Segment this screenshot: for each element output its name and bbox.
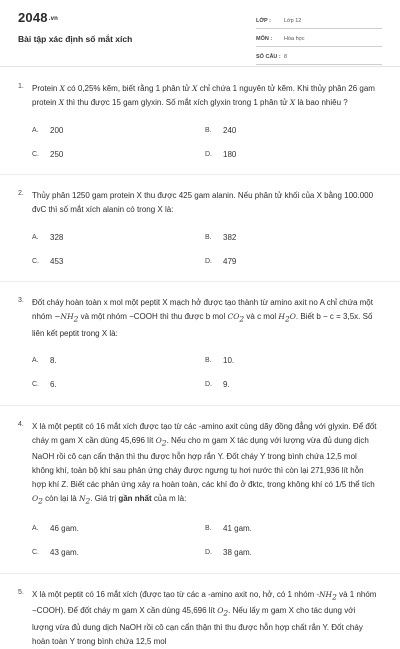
question-text: Thủy phân 1250 gam protein X thu được 425 gam alanin. Nếu phân tử khối của X bằng 100.000 đvC thì số mắt xích alanin có trong X là: bbox=[32, 191, 374, 214]
answer-option-b[interactable]: B. 10. bbox=[205, 356, 235, 366]
answer-option-b[interactable]: B. 240 bbox=[205, 125, 237, 135]
answer-option-d[interactable]: D. 38 gam. bbox=[205, 548, 252, 558]
answer-options bbox=[32, 217, 382, 281]
answer-option-a[interactable]: A. 328 bbox=[32, 232, 64, 242]
question-5 bbox=[0, 574, 400, 649]
question-1 bbox=[0, 68, 400, 175]
question-text: Đốt cháy hoàn toàn x mol một peptit X mạch hở được tạo thành từ amino axit no A chỉ chứa một nhóm $-NH_2$ và một nhóm −COOH thì thu được b mol $CO_2$ và c mol $H_2O$. Biết b − c = 3,5x. Số liên kết peptit trong X là: bbox=[32, 298, 373, 338]
site-logo[interactable]: 2048.vn bbox=[18, 10, 59, 25]
answer-option-b[interactable]: B. 382 bbox=[205, 232, 237, 242]
meta-key: SỐ CÂU : bbox=[256, 54, 281, 60]
meta-key: LỚP : bbox=[256, 18, 271, 24]
answer-options bbox=[32, 509, 382, 573]
meta-value: Lớp 12 bbox=[284, 18, 302, 24]
answer-option-d[interactable]: D. 9. bbox=[205, 380, 230, 390]
answer-options bbox=[32, 110, 382, 174]
meta-subject-row bbox=[256, 32, 382, 47]
answer-option-c[interactable]: C. 6. bbox=[32, 380, 57, 390]
answer-option-d[interactable]: D. 479 bbox=[205, 256, 237, 266]
question-list bbox=[0, 68, 400, 649]
answer-option-b[interactable]: B. 41 gam. bbox=[205, 524, 252, 534]
document-meta bbox=[256, 14, 382, 68]
document-title: Bài tập xác định số mắt xích bbox=[18, 34, 133, 44]
answer-option-a[interactable]: A. 46 gam. bbox=[32, 524, 79, 534]
question-number: 4. bbox=[18, 420, 24, 428]
answer-option-c[interactable]: C. 453 bbox=[32, 256, 64, 266]
answer-option-c[interactable]: C. 43 gam. bbox=[32, 548, 79, 558]
question-number: 1. bbox=[18, 83, 24, 90]
question-text: X là một peptit có 16 mắt xích được tạo từ các -amino axit cùng dãy đồng đẳng với glyxin. Để đốt cháy m gam X cần dùng 45,696 lít $O_2$. Nếu cho m gam X tác dụng với lượng vừa đủ dung dịch NaOH rồi cô cạn cẩn thận thì thu được hỗn hợp rắn Y. Đốt cháy Y trong bình chứa 12,5 mol không khí, toàn bộ khí sau phản ứng cháy được ngưng tụ hơi nước thì còn lại 271,936 lít hỗn hợp khí Z. Biết các phản ứng xảy ra hoàn toàn, các khí đo ở đktc, trong không khí có 1/5 thể tích $O_2$ còn lại là $N_2$. Giá trị gần nhất của m là: bbox=[32, 421, 377, 506]
worksheet-header bbox=[0, 0, 400, 66]
question-number: 2. bbox=[18, 190, 24, 197]
meta-count-row bbox=[256, 50, 382, 65]
answer-option-a[interactable]: A. 200 bbox=[32, 125, 64, 135]
question-number: 5. bbox=[18, 588, 24, 596]
answer-option-c[interactable]: C. 250 bbox=[32, 149, 64, 159]
meta-class-row bbox=[256, 14, 382, 29]
answer-option-a[interactable]: A. 8. bbox=[32, 356, 57, 366]
meta-key: MÔN : bbox=[256, 36, 273, 42]
question-text: Protein X có 0,25% kẽm, biết rằng 1 phân tử X chỉ chứa 1 nguyên tử kẽm. Khi thủy phân 26 gam protein X thì thu được 15 gam glyxin. Số mắt xích glyxin trong 1 phân tử X là bao nhiêu ? bbox=[32, 84, 375, 107]
question-4 bbox=[0, 406, 400, 574]
question-2 bbox=[0, 175, 400, 282]
question-3 bbox=[0, 282, 400, 406]
answer-option-d[interactable]: D. 180 bbox=[205, 149, 237, 159]
meta-value: 8 bbox=[284, 54, 288, 60]
meta-value: Hóa học bbox=[284, 36, 305, 42]
question-number: 3. bbox=[18, 297, 24, 304]
header-divider bbox=[0, 66, 400, 67]
question-text: X là một peptit có 16 mắt xích (được tạo từ các a -amino axit no, hở, có 1 nhóm $-NH_2$ và 1 nhóm −COOH). Để đốt cháy m gam X cần dùng 45,696 lít $O_2$. Nếu lấy m gam X cho tác dụng với lượng vừa đủ dung dịch NaOH rồi cô cạn cẩn thận thì thu được hỗn hợp chất rắn Y. Đốt cháy hoàn toàn Y trong bình chứa 12,5 mol bbox=[32, 589, 377, 646]
answer-options bbox=[32, 341, 382, 405]
